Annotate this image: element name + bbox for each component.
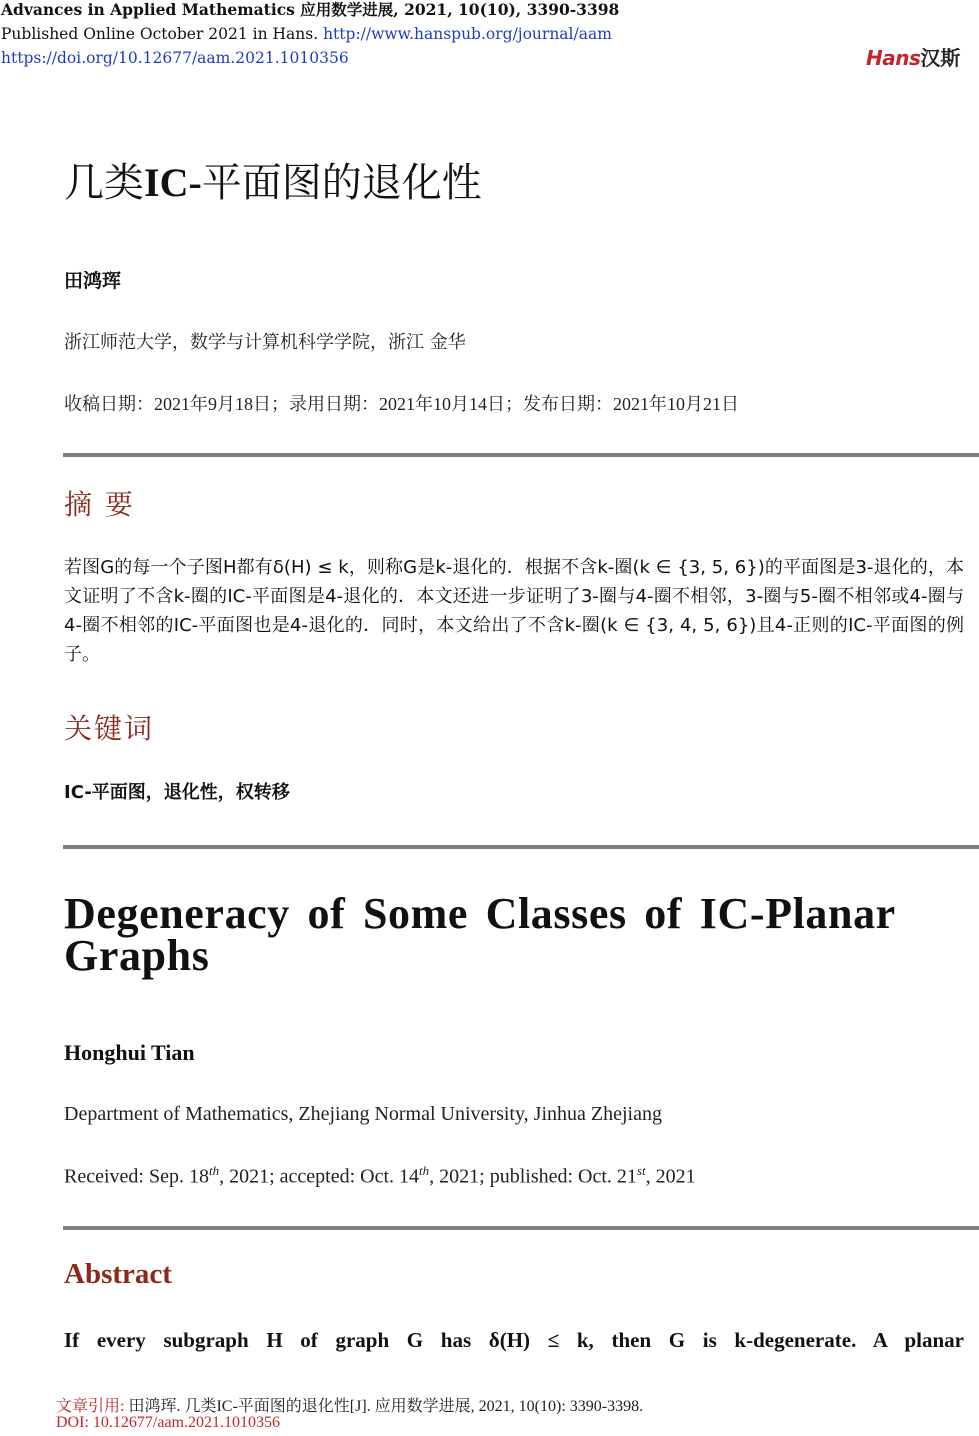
- hans-logo: [866, 42, 960, 71]
- en-date-text: Received: Sep. 18: [64, 1165, 209, 1188]
- en-abstract-line: If every subgraph H of graph G has δ(H) ≤ k, then G is k-degenerate. A planar: [64, 1328, 964, 1352]
- cn-title-part: 几类: [64, 160, 144, 206]
- en-date-sup: th: [419, 1163, 430, 1178]
- logo-latin: Hans: [866, 46, 921, 70]
- doi-url-link[interactable]: https://doi.org/10.12677/aam.2021.1010356: [1, 49, 349, 67]
- citation-text: 田鸿珲. 几类IC-平面图的退化性[J]. 应用数学进展, 2021, 10(10): 3390-3398.: [128, 1398, 644, 1415]
- en-paper-title: Degeneracy of Some Classes of IC-Planar Graphs: [64, 889, 896, 980]
- doi-line: [56, 1414, 280, 1432]
- cn-keywords: IC-平面图，退化性，权转移: [64, 782, 290, 803]
- citation-line: [56, 1393, 643, 1416]
- cn-affiliation: 浙江师范大学，数学与计算机科学学院，浙江 金华: [64, 332, 466, 353]
- cn-abstract-heading: 摘 要: [64, 488, 135, 521]
- divider: [63, 453, 979, 457]
- doi-text[interactable]: 10.12677/aam.2021.1010356: [92, 1414, 280, 1431]
- cn-title-part: IC-: [144, 160, 202, 205]
- journal-url-link[interactable]: http://www.hanspub.org/journal/aam: [323, 25, 612, 43]
- divider: [63, 845, 979, 849]
- en-abstract-heading: Abstract: [64, 1258, 172, 1290]
- cn-paper-title: [64, 158, 482, 208]
- journal-line: Advances in Applied Mathematics 应用数学进展, 2021, 10(10), 3390-3398: [1, 0, 620, 19]
- cn-abstract: 若图G的每一个子图H都有δ(H) ≤ k，则称G是k-退化的．根据不含k-圈(k ∈ {3, 5, 6})的平面图是3-退化的，本文证明了不含k-圈的IC-平面图是4-退化的．本文还进一步证明了3-圈与4-圈不相邻，3-圈与5-圈不相邻或4-圈与4-圈不相邻的IC-平面图也是4-退化的．同时，本文给出了不含k-圈(k ∈ {3, 4, 5, 6})且4-正则的IC-平面图的例子。: [64, 557, 964, 665]
- published-text: Published Online October 2021 in Hans.: [1, 25, 319, 43]
- cn-title-part: 平面图的退化性: [201, 160, 482, 206]
- en-date-sup: th: [208, 1163, 220, 1178]
- cn-dates: 收稿日期：2021年9月18日；录用日期：2021年10月14日；发布日期：2021年10月21日: [64, 394, 739, 414]
- citation-label: 文章引用:: [56, 1398, 125, 1415]
- en-date-text: , 2021; accepted: Oct. 14: [219, 1165, 420, 1188]
- en-date-sup: st: [636, 1163, 646, 1178]
- en-affiliation: Department of Mathematics, Zhejiang Normal University, Jinhua Zhejiang: [64, 1103, 662, 1125]
- doi-label: DOI:: [56, 1414, 89, 1431]
- cn-author: 田鸿珲: [64, 270, 122, 292]
- logo-cn: 汉斯: [920, 46, 961, 70]
- en-dates: [64, 1163, 696, 1189]
- published-line: [1, 24, 612, 44]
- en-date-text: , 2021; published: Oct. 21: [429, 1165, 637, 1188]
- cn-keywords-heading: 关键词: [64, 712, 155, 745]
- divider: [63, 1226, 979, 1230]
- en-author: Honghui Tian: [64, 1040, 195, 1065]
- en-date-text: , 2021: [645, 1165, 696, 1188]
